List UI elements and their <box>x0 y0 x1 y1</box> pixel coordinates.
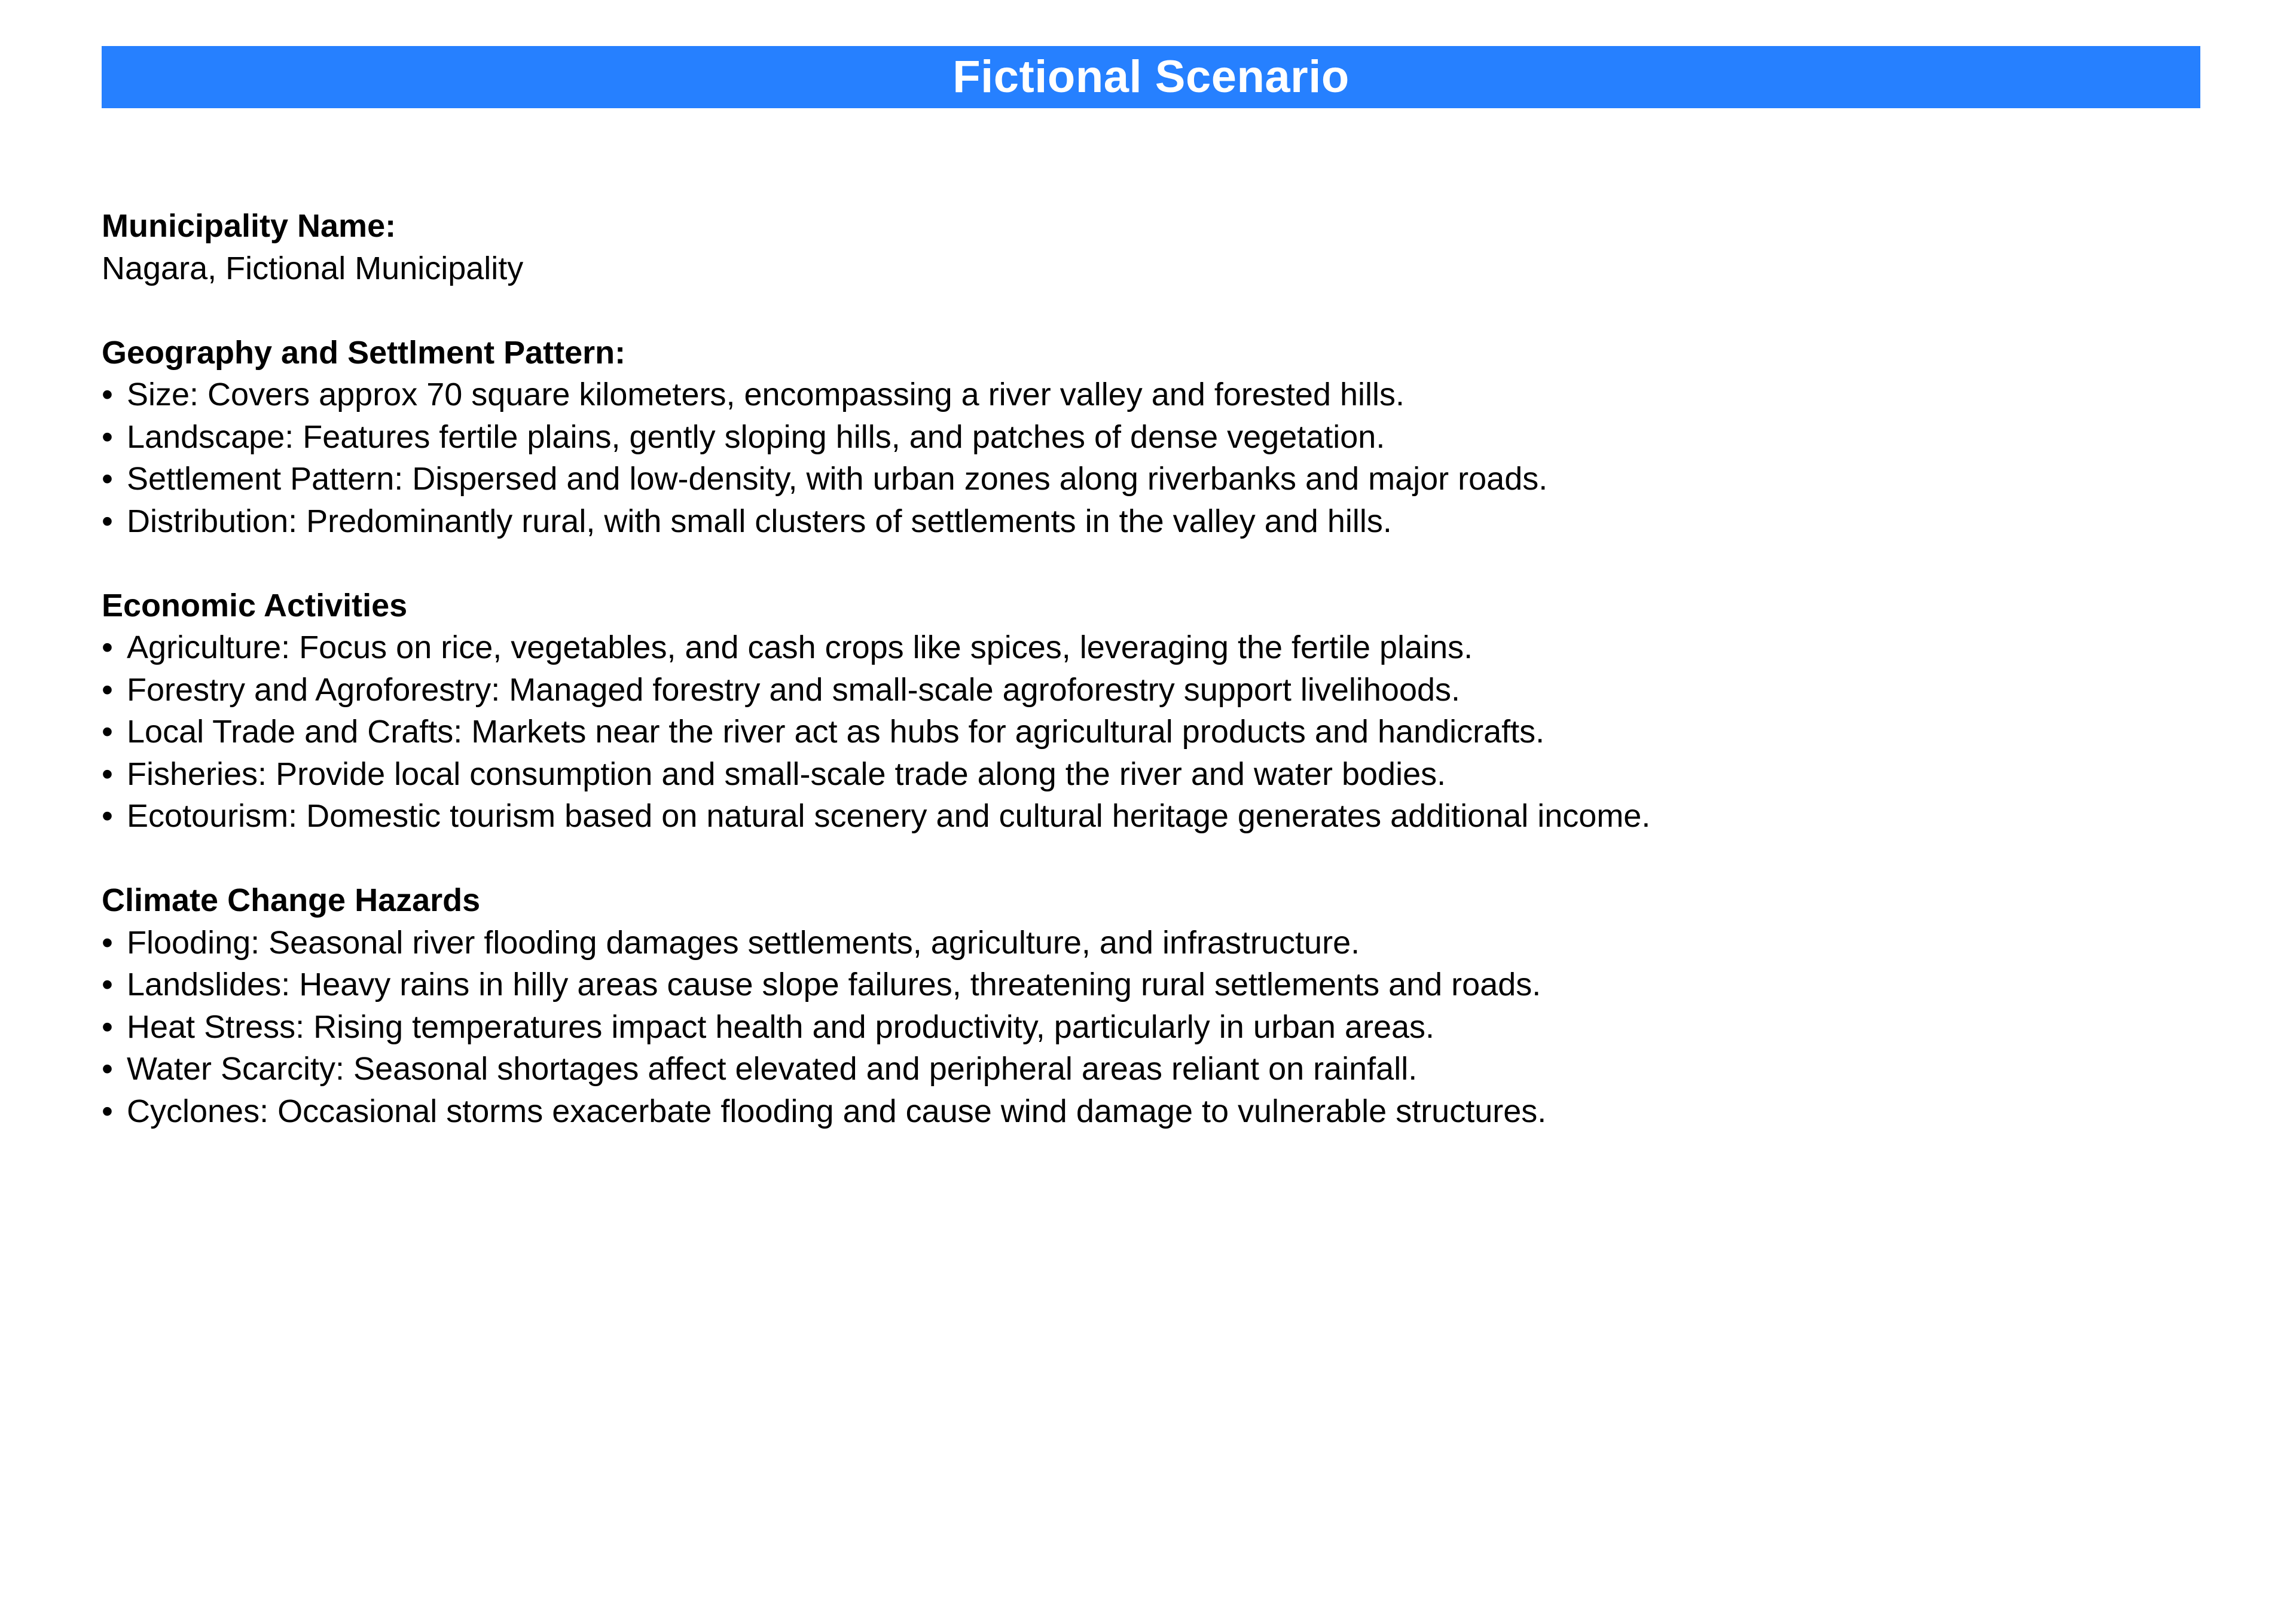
section-heading: Municipality Name: <box>102 208 396 244</box>
list-item <box>102 458 2200 500</box>
bullet-icon: • <box>102 377 113 412</box>
list-item-text: Forestry and Agroforestry: Managed forestry and small-scale agroforestry support livelihoods. <box>127 671 1461 708</box>
list-item-text: Flooding: Seasonal river flooding damages settlements, agriculture, and infrastructure. <box>127 924 1360 961</box>
section-heading: Climate Change Hazards <box>102 882 481 918</box>
list-item-text: Fisheries: Provide local consumption and small-scale trade along the river and water bodies. <box>127 756 1446 792</box>
section-geography <box>102 332 2200 543</box>
list-item-text: Distribution: Predominantly rural, with small clusters of settlements in the valley and hills. <box>127 503 1392 539</box>
list-item <box>102 753 2200 796</box>
list-item <box>102 964 2200 1006</box>
list-item-text: Ecotourism: Domestic tourism based on natural scenery and cultural heritage generates additional income. <box>127 798 1651 834</box>
bullet-icon: • <box>102 629 113 665</box>
list-item-text: Settlement Pattern: Dispersed and low-density, with urban zones along riverbanks and major roads. <box>127 461 1548 497</box>
section-economic-activities <box>102 585 2200 838</box>
bullet-icon: • <box>102 798 113 834</box>
bullet-icon: • <box>102 924 113 961</box>
list-item-text: Local Trade and Crafts: Markets near the river act as hubs for agricultural products and handicrafts. <box>127 714 1545 750</box>
list-item <box>102 626 2200 669</box>
title-banner <box>102 46 2200 108</box>
list-item-text: Size: Covers approx 70 square kilometers, encompassing a river valley and forested hills. <box>127 377 1405 412</box>
bullet-icon: • <box>102 714 113 750</box>
list-item <box>102 500 2200 543</box>
bullet-icon: • <box>102 461 113 497</box>
list-item <box>102 1006 2200 1049</box>
bullet-list <box>102 374 2200 542</box>
list-item <box>102 416 2200 459</box>
list-item <box>102 1090 2200 1133</box>
list-item-text: Agriculture: Focus on rice, vegetables, and cash crops like spices, leveraging the fertile plains. <box>127 629 1473 665</box>
list-item <box>102 669 2200 711</box>
bullet-icon: • <box>102 1093 113 1129</box>
bullet-icon: • <box>102 418 113 455</box>
page-title: Fictional Scenario <box>952 51 1349 102</box>
municipality-name-value: Nagara, Fictional Municipality <box>102 250 524 286</box>
bullet-icon: • <box>102 671 113 708</box>
list-item-text: Landslides: Heavy rains in hilly areas cause slope failures, threatening rural settlements and roads. <box>127 967 1541 1002</box>
section-climate-hazards <box>102 879 2200 1132</box>
scenario-content <box>102 205 2200 1175</box>
list-item-text: Cyclones: Occasional storms exacerbate flooding and cause wind damage to vulnerable structures. <box>127 1093 1547 1129</box>
list-item <box>102 374 2200 416</box>
list-item-text: Heat Stress: Rising temperatures impact health and productivity, particularly in urban areas. <box>127 1008 1435 1045</box>
bullet-icon: • <box>102 503 113 539</box>
list-item <box>102 1048 2200 1090</box>
list-item <box>102 795 2200 838</box>
bullet-icon: • <box>102 1008 113 1045</box>
list-item-text: Water Scarcity: Seasonal shortages affect elevated and peripheral areas reliant on rainfall. <box>127 1051 1418 1087</box>
section-municipality-name <box>102 205 2200 289</box>
bullet-list <box>102 922 2200 1133</box>
list-item-text: Landscape: Features fertile plains, gently sloping hills, and patches of dense vegetation. <box>127 418 1385 455</box>
bullet-list <box>102 626 2200 838</box>
section-heading: Geography and Settlment Pattern: <box>102 334 626 371</box>
section-heading: Economic Activities <box>102 587 408 623</box>
bullet-icon: • <box>102 967 113 1002</box>
bullet-icon: • <box>102 756 113 792</box>
bullet-icon: • <box>102 1051 113 1087</box>
list-item <box>102 922 2200 964</box>
list-item <box>102 711 2200 753</box>
